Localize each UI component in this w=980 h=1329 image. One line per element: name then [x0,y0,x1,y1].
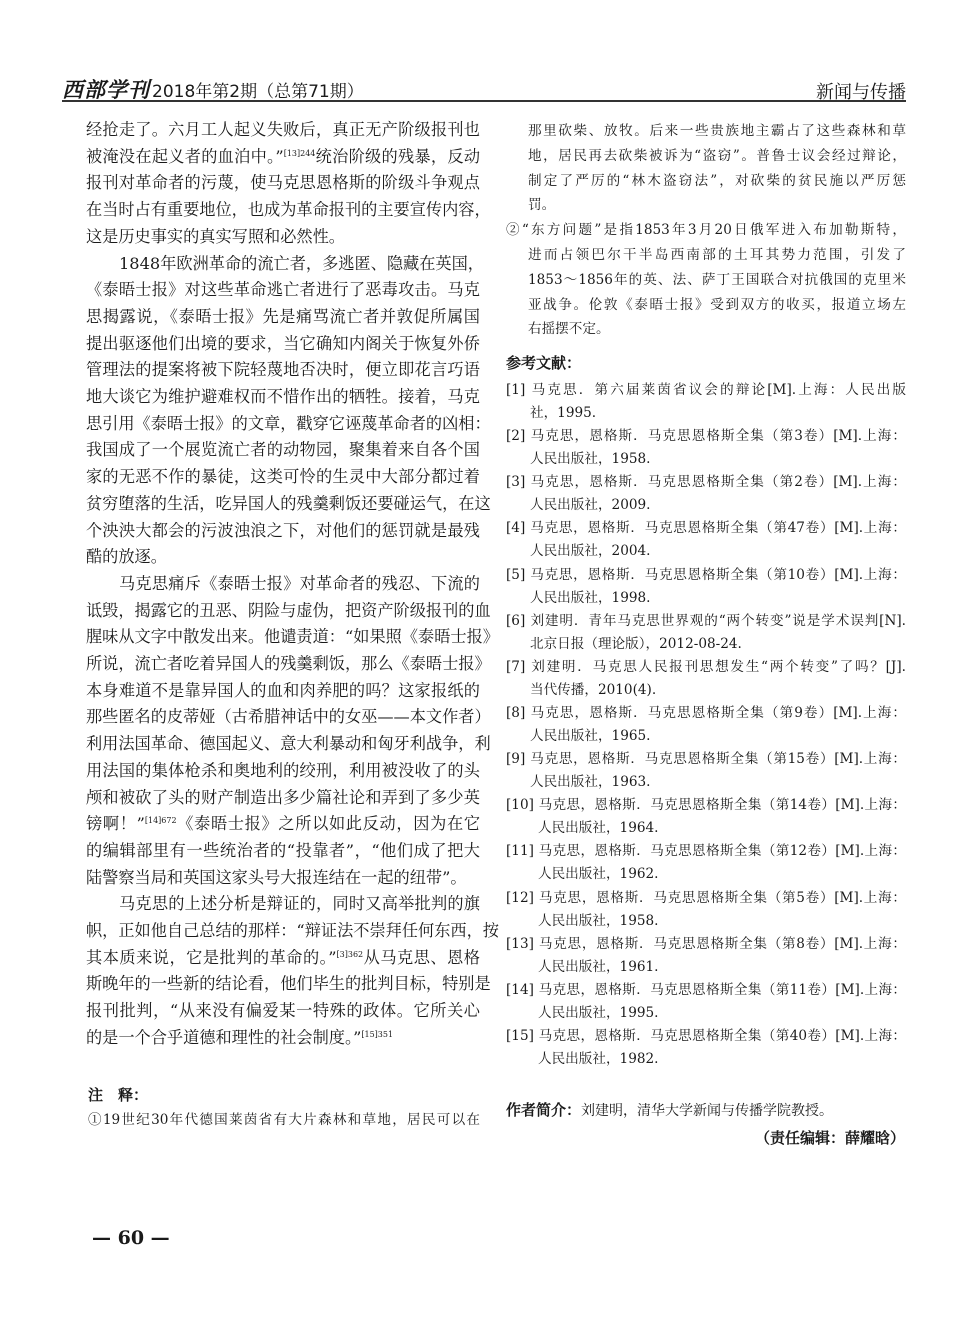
body-text-line: 其本质来说，它是批判的革命的。”$^{[3]362}$从马克思、恩格 [86,947,480,967]
note-line: 罚。 [528,197,556,214]
body-text-line: 那些匿名的皮蒂娅（古希腊神话中的女巫——本文作者） [86,707,491,727]
reference-item-continuation: 人民出版社，1961. [538,958,659,975]
reference-item: [9] 马克思，恩格斯．马克思恩格斯全集（第15卷）[M].上海： [506,751,906,768]
note-line: 亚战争。伦敦《泰晤士报》受到双方的收买，报道立场左 [528,296,906,313]
reference-item-continuation: 人民出版社，1958. [530,451,651,468]
body-text-line: 管理法的提案将被下院轻蔑地否决时，便立即花言巧语 [86,360,480,380]
section-title: 新闻与传播 [816,82,906,103]
note-line: 那里砍柴、放牧。后来一些贵族地主霸占了这些森林和草 [528,123,906,139]
reference-item: [2] 马克思，恩格斯．马克思恩格斯全集（第3卷）[M].上海： [506,428,906,445]
reference-item: [11] 马克思，恩格斯．马克思恩格斯全集（第12卷）[M].上海： [506,843,906,860]
note-line: 1853～1856年的英、法、萨丁王国联合对抗俄国的克里米 [528,271,906,288]
note-line: 右摇摆不定。 [528,321,610,338]
body-text-line: 镑啊！”$^{[14]672}$《泰晤士报》之所以如此反动，因为在它 [86,814,481,834]
citation-superscript: [13]244 [283,148,316,158]
references-heading: 参考文献： [506,354,582,372]
author-bio-label: 作者简介： [506,1101,582,1119]
note-line: 地，居民再去砍柴被诉为“盗窃”。普鲁士议会经过辩论， [528,147,906,164]
note-line: ②“东方问题”是指1853年3月20日俄军进入布加勒斯特， [506,222,906,239]
reference-item: [8] 马克思，恩格斯．马克思恩格斯全集（第9卷）[M].上海： [506,704,906,721]
citation-superscript: [15]351 [361,1029,394,1039]
reference-item-continuation: 人民出版社，1998. [530,589,651,606]
reference-item: [15] 马克思，恩格斯．马克思恩格斯全集（第40卷）[M].上海： [506,1027,906,1044]
note-line: 制定了严厉的“林木盗窃法”，对砍柴的贫民施以严厉惩 [528,172,906,189]
reference-item-continuation: 人民出版社，1958. [538,912,659,929]
reference-item-continuation: 人民出版社，1982. [538,1051,659,1068]
reference-item-continuation: 人民出版社，1962. [538,866,659,883]
responsible-editor: （责任编辑：薛耀晗） [754,1129,905,1147]
reference-item-continuation: 人民出版社，1964. [538,820,659,837]
body-text-line: 本身难道不是靠异国人的血和肉养肥的吗？这家报纸的 [86,680,480,700]
body-text-line: 的是一个合乎道德和理性的社会制度。”$^{[15]351}$ [86,1027,394,1047]
body-text-line: 报刊对革命者的污蔑，使马克思恩格斯的阶级斗争观点 [86,173,480,193]
body-text-line: 《泰晤士报》对这些革命逃亡者进行了恶毒攻击。马克 [86,280,480,300]
reference-item-continuation: 社，1995. [530,405,597,422]
body-text-line: 在当时占有重要地位，也成为革命报刊的主要宣传内容， [86,200,491,220]
body-text-line: 思揭露说，《泰晤士报》先是痛骂流亡者并敦促所属国 [86,306,480,326]
note-line: 进而占领巴尔干半岛西南部的土耳其势力范围，引发了 [528,247,906,263]
body-text-line: 1848年欧洲革命的流亡者，多逃匿、隐藏在英国， [119,253,484,273]
body-text-line: 所说，流亡者吃着异国人的残羹剩饭，那么《泰晤士报》 [86,654,491,673]
citation-superscript: [3]362 [336,949,364,959]
reference-item-continuation: 当代传播，2010(4). [530,681,657,698]
citation-superscript: [14]672 [144,816,177,826]
body-text-line: 利用法国革命、德国起义、意大利暴动和匈牙利战争，利 [86,734,491,754]
body-text-line: 地大谈它为维护避难权而不惜作出的牺牲。接着，马克 [86,387,480,406]
reference-item-continuation: 人民出版社，2009. [530,497,651,514]
body-text-line: 帜，正如他自己总结的那样：“辩证法不崇拜任何东西，按 [86,921,499,940]
body-text-line: 马克思的上述分析是辩证的，同时又高举批判的旗 [119,894,480,914]
reference-item-continuation: 人民出版社，2004. [530,543,651,560]
body-text-line: 报刊批判，“从来没有偏爱某一特殊的政体。它所关心 [86,1001,480,1021]
body-text-line: 个泱泱大都会的污波浊浪之下，对他们的惩罚就是最残 [86,520,480,540]
header-rule [62,100,906,102]
body-text-line: 酷的放逐。 [86,547,167,567]
reference-item-continuation: 人民出版社，1995. [538,1004,659,1021]
note-line: ①19世纪30年代德国莱茵省有大片森林和草地，居民可以在 [88,1112,480,1128]
body-text-line: 贫穷堕落的生活，吃异国人的残羹剩饭还要碰运气，在这 [86,493,491,513]
reference-item: [14] 马克思，恩格斯．马克思恩格斯全集（第11卷）[M].上海： [506,981,906,998]
body-text-line: 家的无恶不作的暴徒，这类可怜的生灵中大部分都过着 [86,467,480,487]
body-text-line: 诋毁，揭露它的丑恶、阴险与虚伪，把资产阶级报刊的血 [86,600,491,620]
reference-item-continuation: 人民出版社，1963. [530,774,651,791]
reference-item: [5] 马克思，恩格斯．马克思恩格斯全集（第10卷）[M].上海： [506,566,906,583]
body-text-line: 提出驱逐他们出境的要求，当它确知内阁关于恢复外侨 [86,333,480,353]
body-text-line: 颅和被砍了头的财产制造出多少篇社论和弄到了多少英 [86,787,480,807]
body-text-line: 的编辑部里有一些统治者的“投靠者”，“他们成了把大 [86,840,480,860]
reference-item: [12] 马克思，恩格斯．马克思恩格斯全集（第5卷）[M].上海： [506,889,906,906]
body-text-line: 这是历史事实的真实写照和必然性。 [86,226,345,246]
body-text-line: 马克思痛斥《泰晤士报》对革命者的残忍、下流的 [119,573,480,593]
body-text-line: 被淹没在起义者的血泊中。”$^{[13]244}$统治阶级的残暴，反动 [86,146,481,166]
body-text-line: 我国成了一个展览流亡者的动物园，聚集着来自各个国 [86,440,480,460]
page-number: — 60 — [92,1227,170,1249]
reference-item: [3] 马克思，恩格斯．马克思恩格斯全集（第2卷）[M].上海： [506,474,906,491]
reference-item: [7] 刘建明．马克思人民报刊思想发生“两个转变”了吗？[J]. [506,658,906,675]
body-text-line: 陆警察当局和英国这家头号大报连结在一起的纽带”。 [86,867,467,887]
reference-item: [4] 马克思，恩格斯．马克思恩格斯全集（第47卷）[M].上海： [506,520,906,537]
body-text-line: 用法国的集体枪杀和奥地利的绞刑，利用被没收了的头 [86,760,480,780]
issue-info: 2018年第2期（总第71期） [152,82,364,102]
reference-item: [10] 马克思，恩格斯．马克思恩格斯全集（第14卷）[M].上海： [506,797,906,814]
reference-item: [6] 刘建明．青年马克思世界观的“两个转变”说是学术误判[N]. [506,612,906,629]
reference-item: [1] 马克思．第六届莱茵省议会的辩论[M].上海：人民出版 [506,382,906,398]
notes-heading: 注 释： [88,1086,149,1104]
body-text-line: 思引用《泰晤士报》的文章，戳穿它诬蔑革命者的凶相： [86,413,491,433]
body-text-line: 斯晚年的一些新的结论看，他们毕生的批判目标，特别是 [86,974,491,994]
author-bio [506,1099,833,1120]
body-text-line: 腥味从文字中散发出来。他谴责道：“如果照《泰晤士报》 [86,627,499,647]
author-bio-text: 刘建明，清华大学新闻与传播学院教授。 [581,1103,834,1119]
reference-item-continuation: 人民出版社，1965. [530,728,651,745]
reference-item-continuation: 北京日报（理论版），2012-08-24. [530,635,742,652]
journal-logo: 西部学刊 [62,77,150,102]
body-text-line: 经抢走了。六月工人起义失败后，真正无产阶级报刊也 [86,120,480,139]
reference-item: [13] 马克思，恩格斯．马克思恩格斯全集（第8卷）[M].上海： [506,935,906,952]
